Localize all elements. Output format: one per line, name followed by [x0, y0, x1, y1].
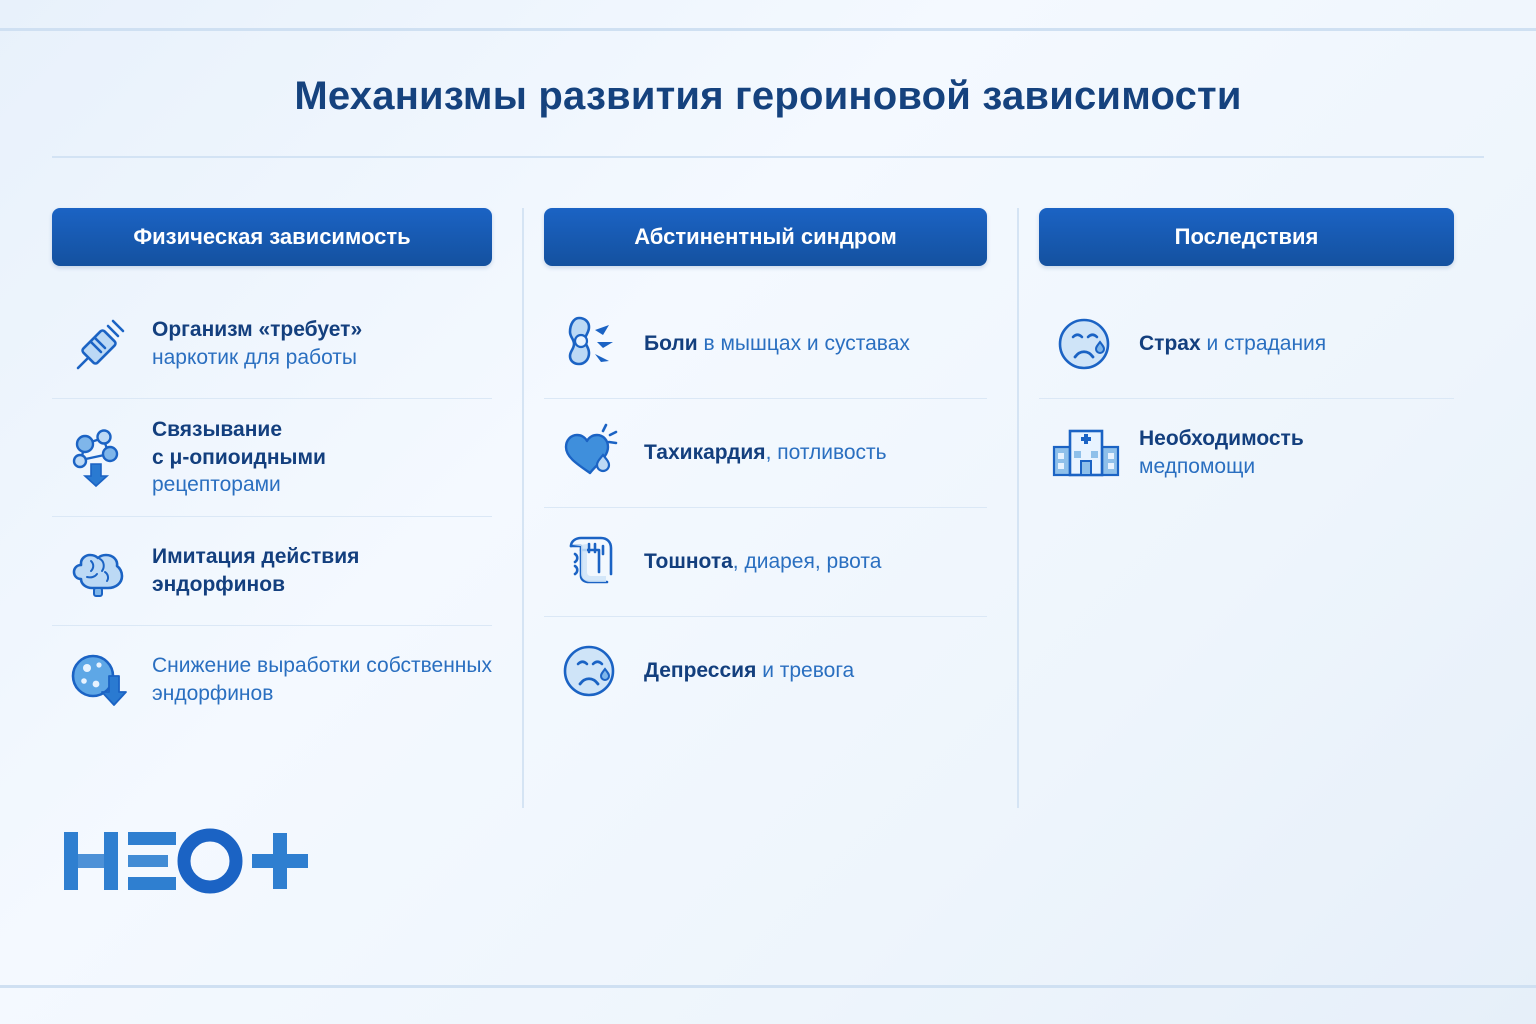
crying-face-icon: [1049, 307, 1123, 381]
item-bold-text: Тахикардия: [644, 441, 766, 465]
list-item: [52, 290, 492, 399]
item-normal-text: наркотик для работы: [152, 346, 357, 369]
list-item: [544, 617, 987, 725]
list-item-label: [152, 543, 359, 598]
hospital-icon: [1049, 416, 1123, 490]
list-item: [52, 399, 492, 517]
column-physical-dependence: [52, 208, 522, 734]
item-normal-text: , диарея, рвота: [732, 550, 882, 574]
top-divider: [0, 28, 1536, 31]
item-bold-text: Тошнота: [644, 550, 733, 574]
items-physical: [52, 290, 492, 734]
list-item: [1039, 290, 1454, 399]
list-item-label: [152, 652, 492, 707]
bottom-divider: [0, 985, 1536, 988]
column-header-physical: Физическая зависимость: [52, 208, 492, 266]
list-item-label: [1139, 330, 1326, 358]
item-normal-text: и тревога: [762, 659, 855, 683]
list-item: [1039, 399, 1454, 507]
list-item-label: [644, 439, 887, 467]
page-title: Механизмы развития героиновой зависимости: [294, 74, 1242, 118]
columns-container: [52, 208, 1484, 734]
list-item: [52, 626, 492, 734]
list-item-label: [644, 548, 881, 576]
item-normal-text: рецепторами: [152, 473, 281, 497]
list-item-label: [152, 416, 326, 499]
item-bold-text: Депрессия: [644, 659, 757, 683]
list-item: [544, 290, 987, 399]
item-normal-text: медпомощи: [1139, 455, 1256, 478]
item-bold-text-2: эндорфинов: [152, 573, 285, 597]
column-header-withdrawal: Абстинентный синдром: [544, 208, 987, 266]
items-withdrawal: [544, 290, 987, 725]
list-item-label: [644, 330, 910, 358]
syringe-icon: [62, 307, 136, 381]
column-header-consequences: Последствия: [1039, 208, 1454, 266]
item-bold-text: Необходимость: [1139, 427, 1304, 451]
list-item: [52, 517, 492, 626]
list-item: [544, 399, 987, 508]
joint-pain-icon: [554, 307, 628, 381]
heart-sweat-icon: [554, 416, 628, 490]
item-bold-text: Боли: [644, 332, 698, 356]
molecule-down-arrow-icon: [62, 643, 136, 717]
item-normal-text: в мышцах и суставах: [703, 332, 910, 356]
item-normal-text: и страдания: [1206, 332, 1327, 356]
items-consequences: [1039, 290, 1454, 507]
column-consequences: [1017, 208, 1484, 734]
list-item-label: [152, 316, 362, 371]
item-bold-text: Имитация действия: [152, 545, 360, 569]
list-item-label: [1139, 425, 1304, 480]
brain-icon: [62, 534, 136, 608]
list-item: [544, 508, 987, 617]
sad-face-icon: [554, 634, 628, 708]
list-item-label: [644, 657, 854, 685]
item-bold-text: Страх: [1139, 332, 1201, 356]
title-divider: [52, 156, 1484, 158]
item-bold-text: Организм «требует»: [152, 318, 363, 342]
molecule-receptor-icon: [62, 421, 136, 495]
brand-logo: [62, 826, 322, 896]
item-normal-text: Снижение выработки собственных эндорфинов: [152, 654, 492, 706]
item-bold-text: Связывание: [152, 418, 283, 441]
intestine-icon: [554, 525, 628, 599]
item-bold-text-2: с μ-опиоидными: [152, 445, 326, 469]
column-withdrawal-syndrome: [522, 208, 1017, 734]
item-normal-text: , потливость: [765, 441, 887, 465]
